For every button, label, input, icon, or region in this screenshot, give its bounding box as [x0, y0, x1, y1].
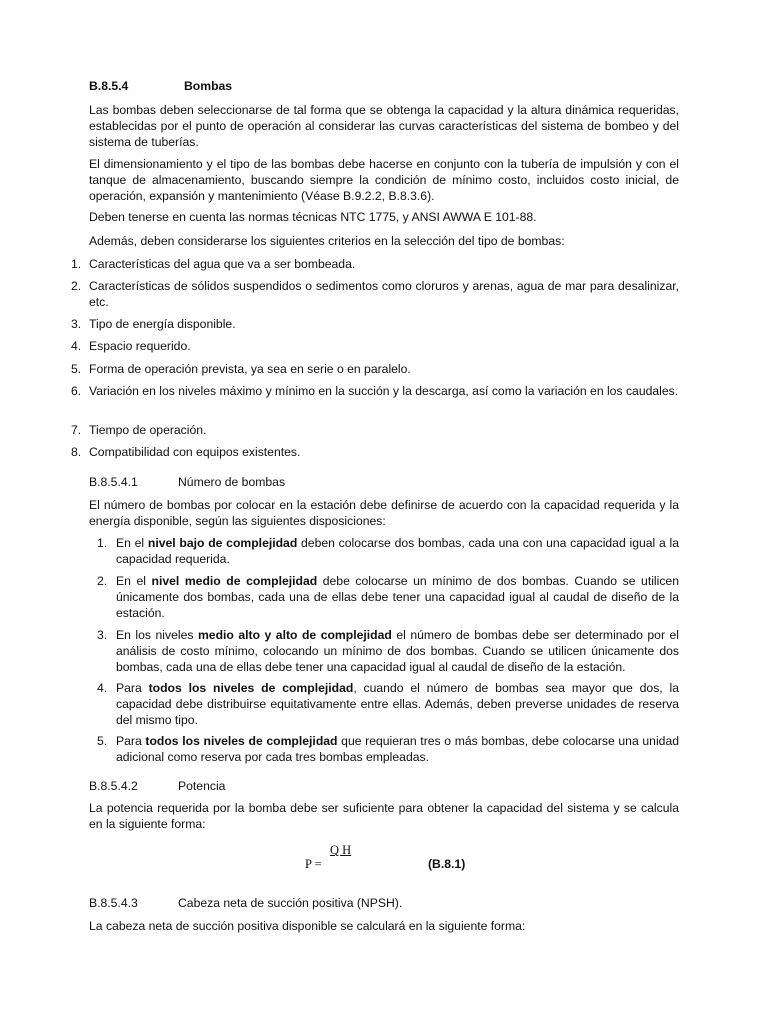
list-item-number: 3.	[71, 317, 82, 331]
list-item-text: Variación en los niveles máximo y mínimo en la succión y la descarga, así como la variación en los caudales.	[89, 384, 679, 398]
subsection-number: B.8.5.4.1	[89, 475, 138, 489]
list-item-text	[116, 733, 679, 765]
list-item-text: Características del agua que va a ser bombeada.	[89, 257, 356, 271]
paragraph-1: Las bombas deben seleccionarse de tal forma que se obtenga la capacidad y la altura dinámica requeridas, establecidas por el punto de operación al considerar las curvas características del sistema de bombeo y del sistema de tuberías.	[89, 103, 679, 149]
subsection-text: La potencia requerida por la bomba debe ser suficiente para obtener la capacidad del sistema y se calcula en la siguiente forma:	[89, 801, 679, 831]
item-text-bold: todos los niveles de complejidad	[145, 734, 338, 748]
formula-lhs: P =	[305, 857, 322, 871]
item-text-post: debe colocarse un mínimo de dos bombas. Cuando se utilicen únicamente dos bombas, cada una de ellas debe tener una capacidad igual al caudal de diseño de la estación.	[116, 574, 679, 620]
list-item-number: 5.	[71, 362, 82, 376]
list-item-text: Espacio requerido.	[89, 339, 191, 353]
section-number: B.8.5.4	[89, 79, 129, 93]
list-item-text: Compatibilidad con equipos existentes.	[89, 445, 301, 459]
list-item-number: 6.	[71, 384, 82, 398]
list-item-text: Tipo de energía disponible.	[89, 317, 236, 331]
list-item-number: 7.	[71, 423, 82, 437]
list-item-text	[116, 573, 679, 621]
formula-label: (B.8.1)	[428, 857, 466, 871]
list-item-text	[116, 535, 679, 567]
item-text-post: deben colocarse dos bombas, cada una con una capacidad igual a la capacidad requerida.	[116, 536, 679, 566]
item-text-post: que requieran tres o más bombas, debe colocarse una unidad adicional como reserva por cada tres bombas empleadas.	[116, 734, 679, 764]
item-text-pre: Para	[116, 734, 146, 748]
paragraph-2: El dimensionamiento y el tipo de las bombas debe hacerse en conjunto con la tubería de impulsión y con el tanque de almacenamiento, buscando siempre la condición de mínimo costo, incluidos costo inicial, de operación, expansión y mantenimiento (Véase B.9.2.2, B.8.3.6).	[89, 157, 679, 203]
list-item-number: 2.	[71, 279, 82, 293]
subsection-title: Número de bombas	[178, 475, 286, 489]
subsection-number: B.8.5.4.2	[89, 779, 138, 793]
list-item-text: Tiempo de operación.	[89, 423, 207, 437]
list-item-number: 1.	[97, 536, 108, 550]
formula-numerator: Q H	[330, 843, 352, 857]
item-text-bold: nivel bajo de complejidad	[147, 536, 298, 550]
list-item-number: 4.	[97, 681, 108, 695]
item-text-pre: En los niveles	[116, 628, 198, 642]
item-text-post: el número de bombas debe ser determinado por el análisis de costo mínimo, colocando un mínimo de dos bombas. Cuando se utilicen únicamente dos bombas, cada una de ellas debe tener una capacidad igual al caudal de diseño de la estación.	[116, 628, 680, 674]
list-item-number: 1.	[71, 257, 82, 271]
item-text-pre: Para	[116, 681, 149, 695]
subsection-title: Potencia	[178, 779, 226, 793]
list-item-text	[116, 680, 679, 728]
list-item-number: 3.	[97, 628, 108, 642]
item-text-post: , cuando el número de bombas sea mayor que dos, la capacidad debe distribuirse equitativamente entre ellas. Además, deben preverse unidades de reserva del mismo tipo.	[116, 681, 679, 727]
subsection-number: B.8.5.4.3	[89, 896, 138, 910]
list-item-text: Forma de operación prevista, ya sea en serie o en paralelo.	[89, 362, 411, 376]
list-item-number: 2.	[97, 574, 108, 588]
item-text-pre: En el	[116, 536, 148, 550]
paragraph-4: Además, deben considerarse los siguientes criterios en la selección del tipo de bombas:	[89, 234, 565, 248]
subsection-title: Cabeza neta de succión positiva (NPSH).	[178, 896, 403, 910]
list-item-number: 4.	[71, 339, 82, 353]
section-title: Bombas	[184, 79, 233, 93]
subsection-text: La cabeza neta de succión positiva disponible se calculará en la siguiente forma:	[89, 919, 526, 933]
list-item-text	[116, 627, 679, 675]
item-text-bold: todos los niveles de complejidad	[148, 681, 354, 695]
item-text-bold: medio alto y alto de complejidad	[197, 628, 392, 642]
list-item-number: 8.	[71, 445, 82, 459]
item-text-pre: En el	[116, 574, 152, 588]
item-text-bold: nivel medio de complejidad	[151, 574, 318, 588]
list-item-text: Características de sólidos suspendidos o sedimentos como cloruros y arenas, agua de mar para desalinizar, etc.	[89, 279, 679, 309]
list-item-number: 5.	[97, 734, 108, 748]
subsection-intro: El número de bombas por colocar en la estación debe definirse de acuerdo con la capacidad requerida y la energía disponible, según las siguientes disposiciones:	[89, 498, 679, 528]
paragraph-3: Deben tenerse en cuenta las normas técnicas NTC 1775, y ANSI AWWA E 101-88.	[89, 210, 537, 224]
